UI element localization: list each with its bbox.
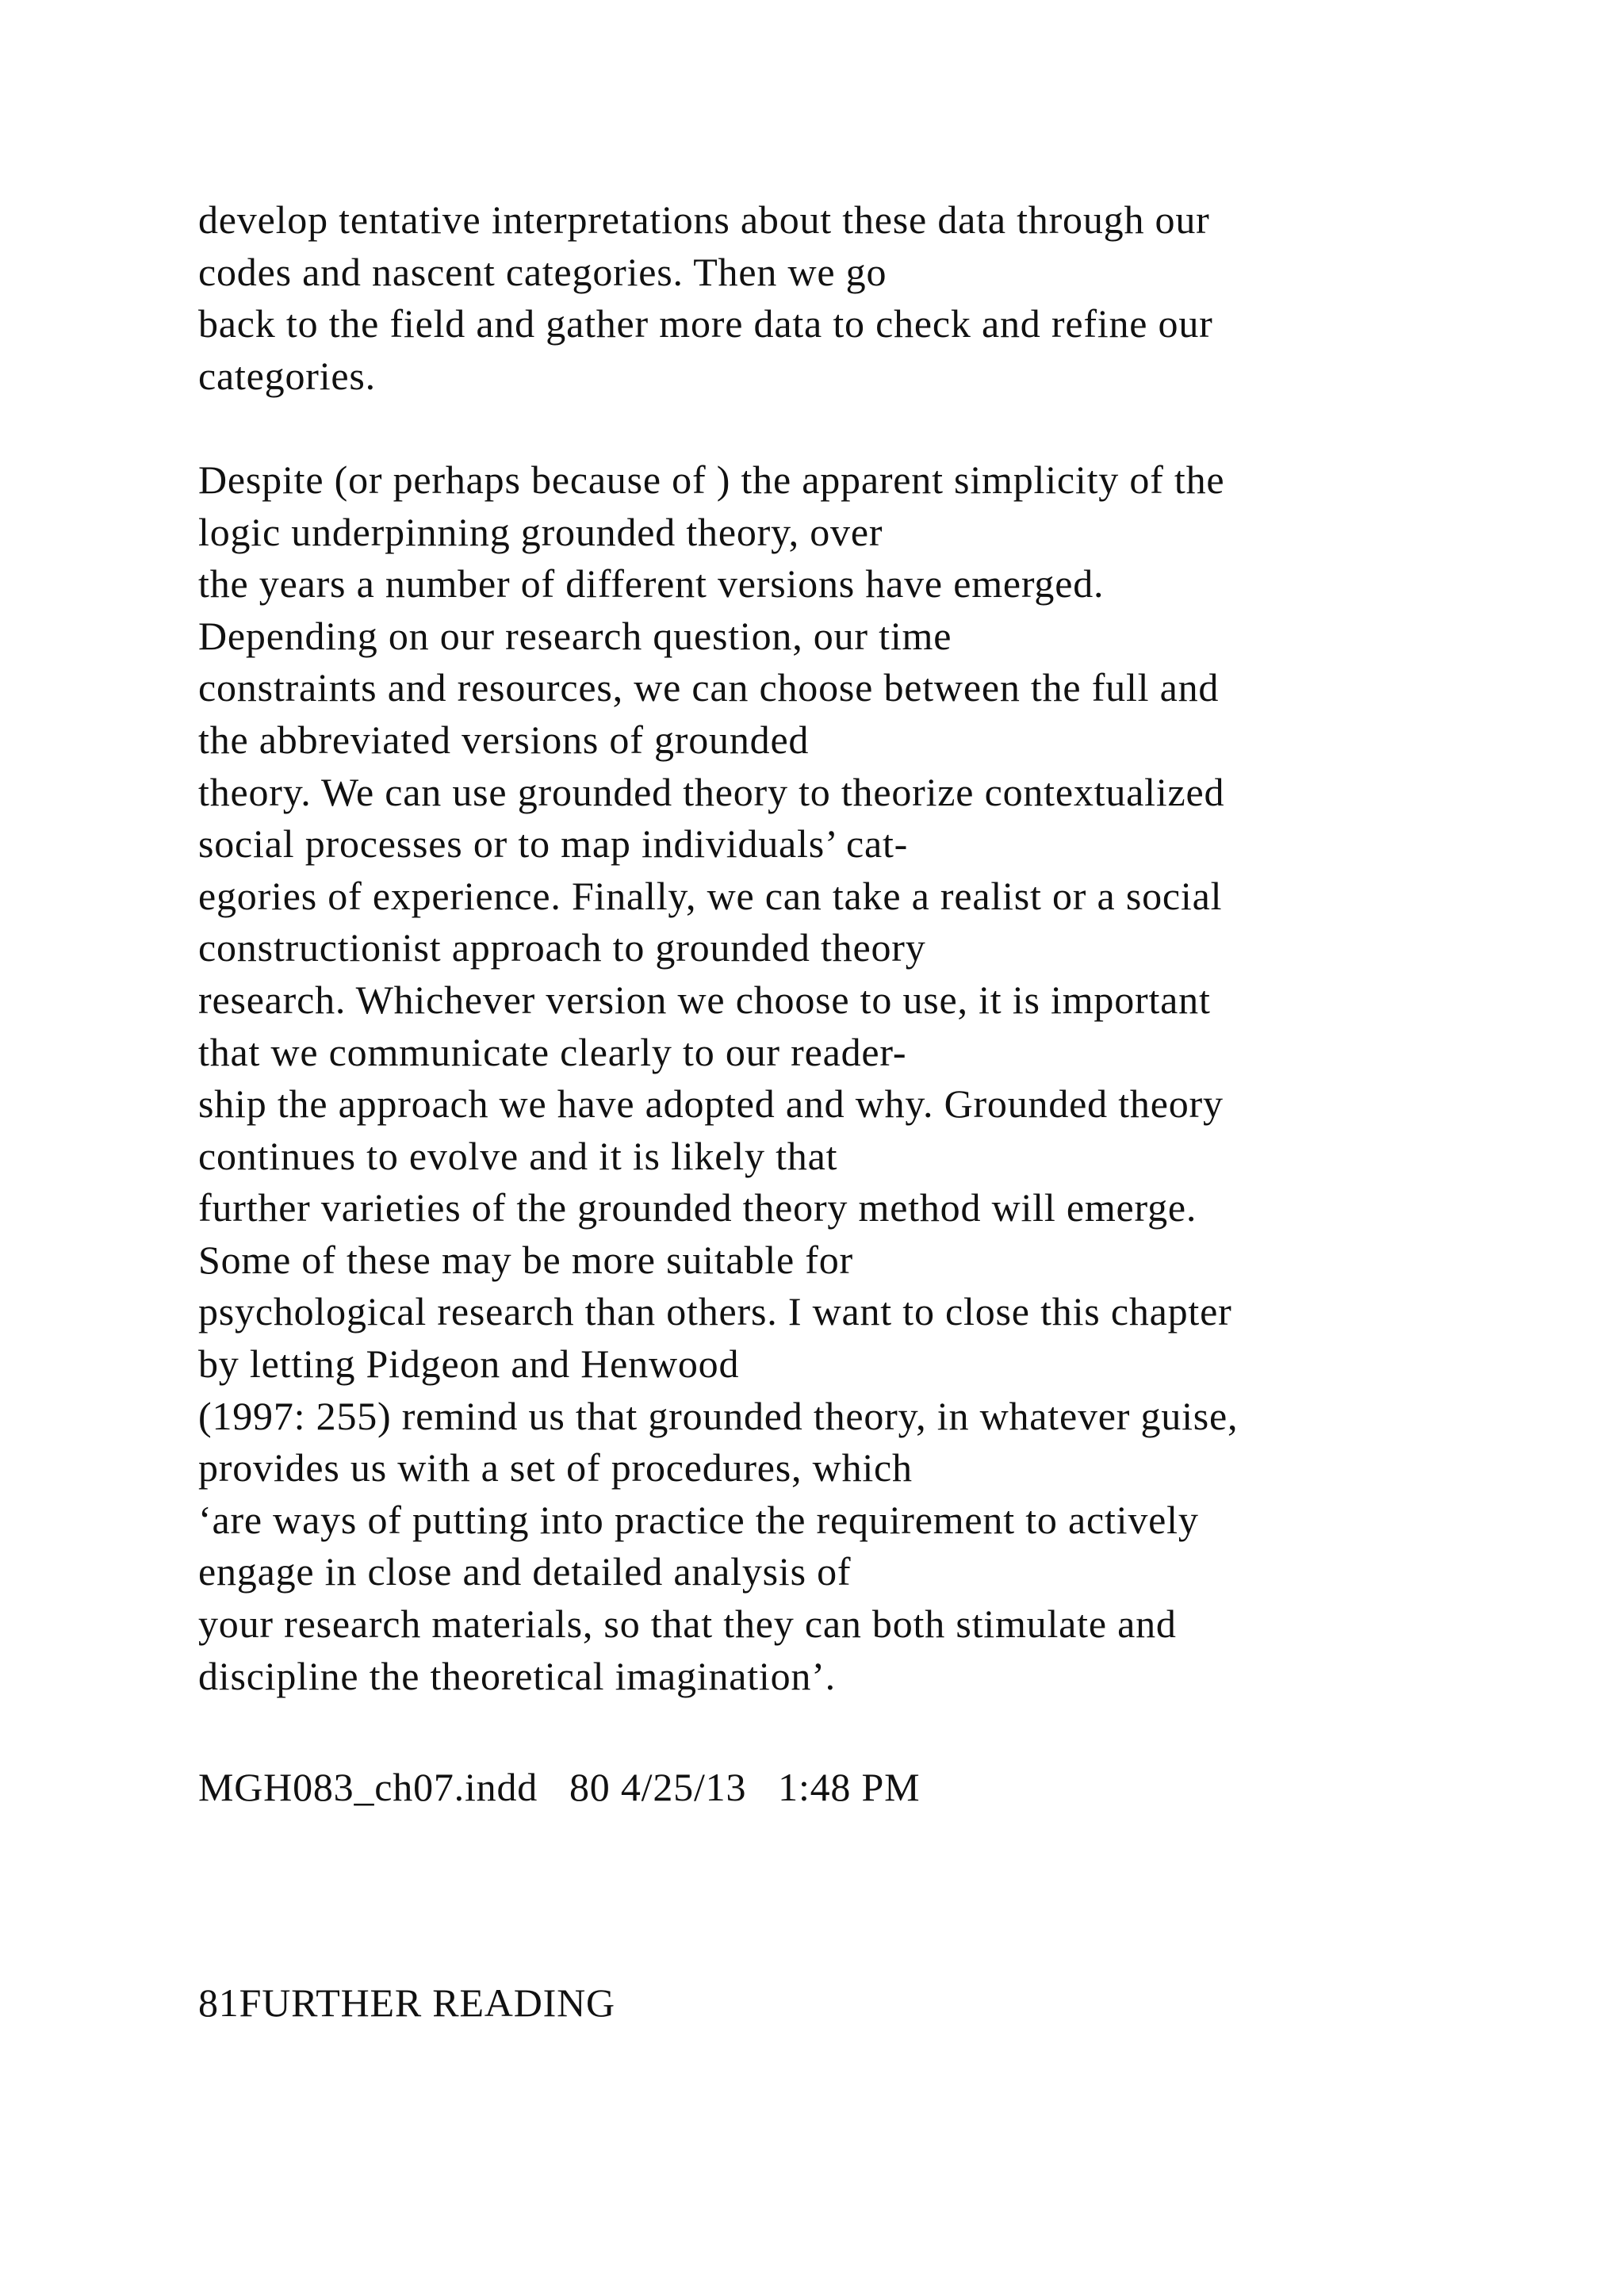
paragraph-break: [198, 402, 1435, 454]
text-line: further varieties of the grounded theory method will emerge.: [198, 1185, 1197, 1230]
text-line: ship the approach we have adopted and why. Grounded theory: [198, 1081, 1224, 1127]
text-line: logic underpinning grounded theory, over: [198, 509, 883, 554]
text-line: continues to evolve and it is likely that: [198, 1133, 838, 1178]
text-line: by letting Pidgeon and Henwood: [198, 1341, 740, 1387]
text-line: (1997: 255) remind us that grounded theory, in whatever guise,: [198, 1393, 1239, 1438]
text-line: Some of these may be more suitable for: [198, 1237, 854, 1282]
text-line: constructionist approach to grounded theory: [198, 925, 926, 970]
body-text: [198, 194, 1435, 1702]
text-line: constraints and resources, we can choose between the full and: [198, 665, 1220, 710]
text-line: egories of experience. Finally, we can take a realist or a social: [198, 873, 1223, 918]
print-slug-line: MGH083_ch07.indd 80 4/25/13 1:48 PM: [198, 1765, 921, 1809]
text-line: develop tentative interpretations about these data through our: [198, 197, 1210, 242]
text-line: your research materials, so that they can both stimulate and: [198, 1601, 1177, 1647]
text-line: Despite (or perhaps because of ) the apparent simplicity of the: [198, 457, 1225, 502]
text-line: categories.: [198, 353, 376, 398]
text-line: that we communicate clearly to our reader-: [198, 1029, 907, 1074]
text-line: discipline the theoretical imagination’.: [198, 1653, 836, 1698]
text-line: codes and nascent categories. Then we go: [198, 249, 887, 294]
text-line: the abbreviated versions of grounded: [198, 717, 810, 762]
text-line: Depending on our research question, our time: [198, 613, 952, 658]
text-line: engage in close and detailed analysis of: [198, 1549, 852, 1594]
text-line: back to the field and gather more data to check and refine our: [198, 301, 1213, 346]
text-line: theory. We can use grounded theory to theorize contextualized: [198, 769, 1225, 814]
text-line: psychological research than others. I want to close this chapter: [198, 1289, 1232, 1334]
text-line: social processes or to map individuals’ cat-: [198, 821, 909, 867]
text-line: the years a number of different versions have emerged.: [198, 561, 1105, 607]
text-line: provides us with a set of procedures, which: [198, 1445, 913, 1490]
text-line: research. Whichever version we choose to use, it is important: [198, 977, 1211, 1022]
next-page-heading: 81FURTHER READING: [198, 1980, 615, 2025]
text-line: ‘are ways of putting into practice the requirement to actively: [198, 1497, 1199, 1542]
